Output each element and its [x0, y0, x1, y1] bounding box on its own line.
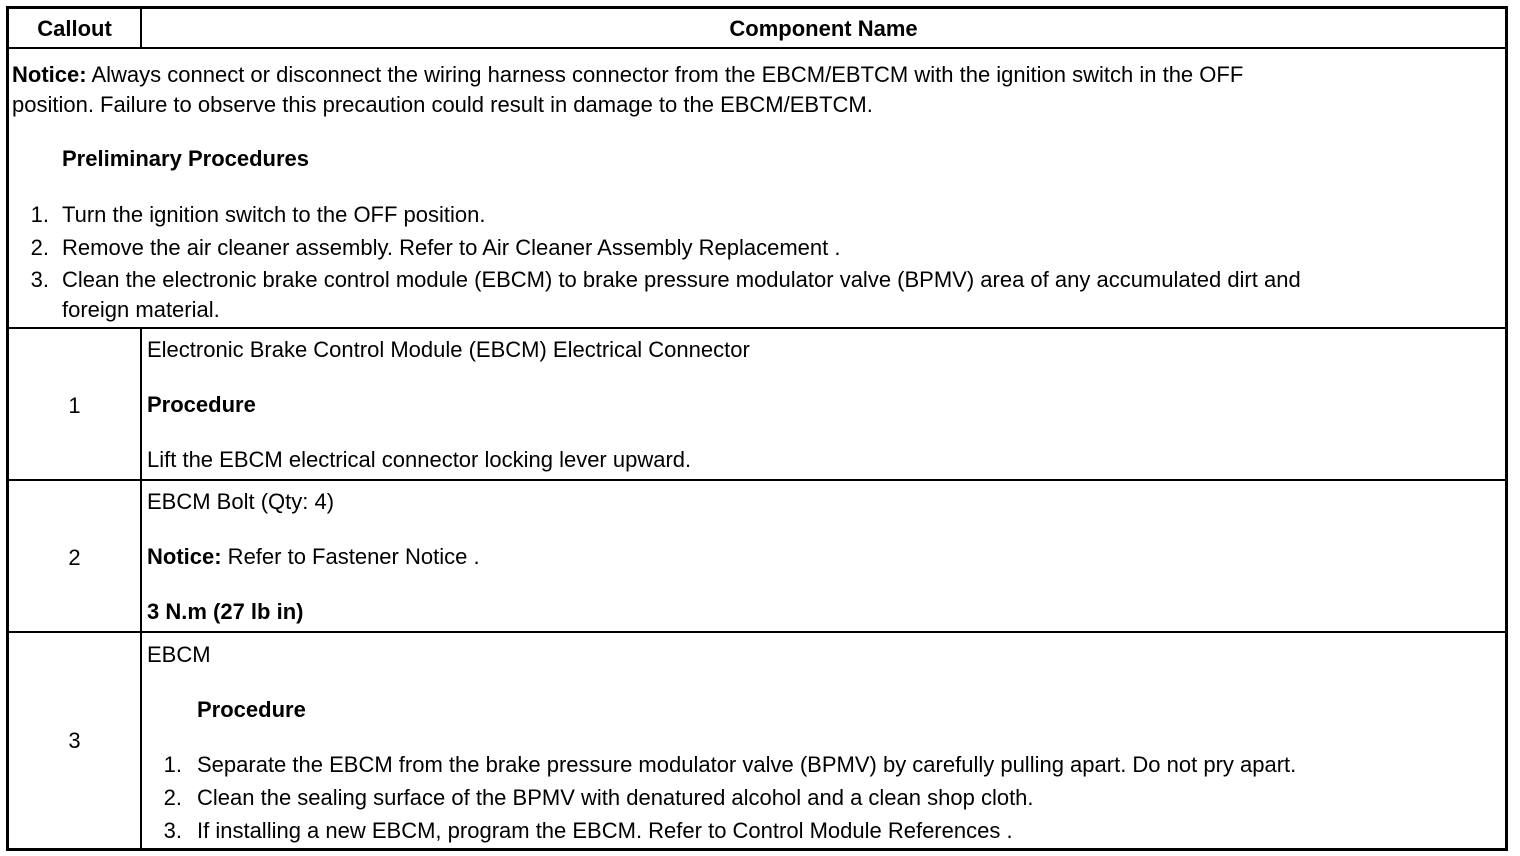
procedure-step-number: 2. — [163, 785, 182, 810]
notice-line-2: position. Failure to observe this precaution could result in damage to the EBCM/EBTCM. — [12, 92, 873, 117]
component-title: EBCM Bolt (Qty: 4) — [147, 489, 335, 514]
component-name-column-header: Component Name — [729, 15, 918, 41]
table-row — [9, 327, 1505, 481]
procedure-step-text: Clean the sealing surface of the BPMV with denatured alcohol and a clean shop cloth. — [197, 785, 1034, 810]
preliminary-procedures-heading: Preliminary Procedures — [62, 146, 310, 171]
notice-row — [9, 51, 1505, 329]
table-row — [9, 631, 1505, 848]
component-cell — [142, 481, 1505, 633]
prelim-step-text: Remove the air cleaner assembly. Refer to Air Cleaner Assembly Replacement . — [62, 235, 841, 260]
callout-number: 3 — [9, 633, 142, 848]
procedure-step-text: If installing a new EBCM, program the EBCM. Refer to Control Module References . — [197, 818, 1013, 843]
notice-label: Notice: — [147, 544, 222, 569]
component-title: EBCM — [147, 642, 211, 667]
procedure-step-text: Separate the EBCM from the brake pressure modulator valve (BPMV) by carefully pulling apart. Do not pry apart. — [197, 752, 1297, 777]
torque-spec: 3 N.m (27 lb in) — [147, 599, 304, 624]
procedure-table — [6, 6, 1508, 851]
prelim-step-number: 2. — [30, 235, 49, 260]
procedure-heading: Procedure — [147, 392, 256, 417]
prelim-step-number: 1. — [30, 202, 49, 227]
notice-text: Refer to Fastener Notice . — [221, 544, 480, 569]
notice-text: Always connect or disconnect the wiring harness connector from the EBCM/EBTCM with the ignition switch in the OFF — [86, 62, 1244, 87]
component-cell — [142, 329, 1505, 481]
prelim-step-text: Turn the ignition switch to the OFF position. — [62, 202, 486, 227]
procedure-text: Lift the EBCM electrical connector locking lever upward. — [147, 447, 692, 472]
procedure-step-number: 3. — [163, 818, 182, 843]
procedure-heading: Procedure — [197, 697, 306, 722]
notice-label: Notice: — [12, 62, 87, 87]
fastener-notice — [147, 542, 480, 571]
callout-number: 1 — [9, 329, 142, 481]
callout-column-header: Callout — [9, 9, 142, 47]
notice-line-1 — [12, 60, 1243, 89]
component-title: Electronic Brake Control Module (EBCM) Electrical Connector — [147, 337, 750, 362]
callout-number: 2 — [9, 481, 142, 633]
prelim-step-number: 3. — [30, 267, 49, 292]
table-row — [9, 479, 1505, 633]
prelim-step-text-continued: foreign material. — [62, 297, 220, 322]
procedure-step-number: 1. — [163, 752, 182, 777]
table-header-row — [9, 9, 1505, 49]
component-cell — [142, 633, 1505, 848]
prelim-step-text: Clean the electronic brake control module (EBCM) to brake pressure modulator valve (BPMV) area of any accumulated dirt and — [62, 267, 1301, 292]
